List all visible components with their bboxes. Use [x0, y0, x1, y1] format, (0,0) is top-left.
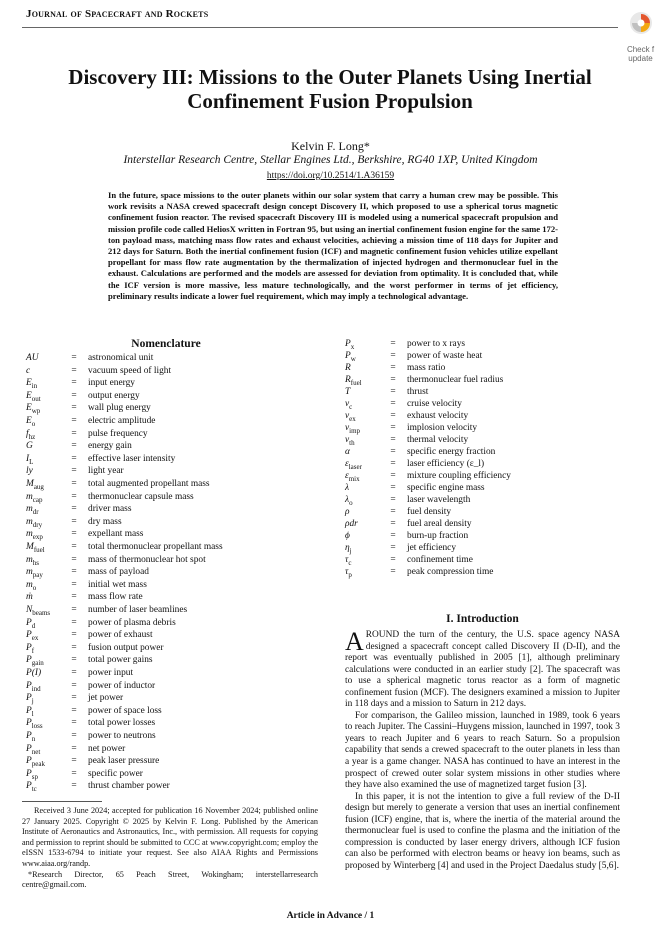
nomenclature-symbol: $v_c$ — [345, 399, 353, 411]
nomenclature-definition: total power losses — [88, 718, 156, 729]
nomenclature-definition: specific energy fraction — [407, 447, 496, 457]
paper-title: Discovery III: Missions to the Outer Planets Using Inertial Confinement Fusion Propulsion — [68, 65, 592, 113]
nomenclature-heading: Nomenclature — [131, 338, 201, 350]
nomenclature-symbol: $m_{dr}$ — [26, 504, 39, 517]
nomenclature-definition: peak compression time — [407, 567, 494, 577]
equals-sign: = — [390, 459, 396, 469]
nomenclature-definition: effective laser intensity — [88, 453, 176, 464]
nomenclature-definition: total thermonuclear propellant mass — [88, 542, 223, 552]
equals-sign: = — [71, 756, 77, 767]
nomenclature-symbol: $m_o$ — [26, 579, 37, 592]
nomenclature-symbol: ly — [26, 466, 33, 477]
nomenclature-symbol: $N_{beams}$ — [26, 605, 51, 617]
nomenclature-row — [26, 542, 316, 553]
nomenclature-symbol: $v_{imp}$ — [345, 423, 361, 435]
nomenclature-definition: laser wavelength — [407, 495, 471, 505]
nomenclature-definition: electric amplitude — [88, 416, 156, 426]
nomenclature-row — [26, 769, 316, 780]
equals-sign: = — [71, 542, 77, 552]
equals-sign: = — [390, 339, 396, 349]
nomenclature-symbol: $\eta_j$ — [345, 543, 352, 555]
nomenclature-symbol: $E_{wp}$ — [26, 403, 41, 416]
nomenclature-symbol: $P_f$ — [26, 642, 35, 655]
nomenclature-definition: power of exhaust — [88, 630, 153, 641]
equals-sign: = — [71, 693, 77, 704]
nomenclature-definition: jet efficiency — [407, 543, 457, 553]
nomenclature-definition: mass flow rate — [88, 592, 143, 603]
doi-text[interactable]: https://doi.org/10.2514/1.A36159 — [266, 171, 395, 181]
badge-label-2: update — [628, 54, 653, 63]
nomenclature-symbol: λ — [345, 483, 350, 493]
equals-sign: = — [71, 365, 77, 376]
nomenclature-row — [26, 504, 316, 515]
nomenclature-definition: thermonuclear capsule mass — [88, 491, 194, 502]
equals-sign: = — [71, 453, 77, 464]
nomenclature-definition: mass of thermonuclear hot spot — [88, 554, 206, 565]
nomenclature-row — [26, 706, 316, 717]
nomenclature-symbol: P(I) — [26, 668, 42, 678]
nomenclature-row — [26, 630, 316, 641]
drop-cap: A — [345, 627, 364, 656]
nomenclature-definition: net power — [88, 743, 126, 754]
nomenclature-symbol: G — [26, 441, 33, 452]
nomenclature-symbol: $R_{fuel}$ — [345, 375, 362, 387]
doi-link[interactable] — [0, 171, 661, 181]
nomenclature-row — [26, 378, 316, 389]
equals-sign: = — [71, 668, 77, 678]
equals-sign: = — [71, 567, 77, 578]
nomenclature-row — [26, 366, 316, 377]
nomenclature-row — [26, 403, 316, 414]
equals-sign: = — [71, 378, 77, 389]
nomenclature-symbol: α — [345, 447, 350, 457]
nomenclature-row — [26, 555, 316, 566]
nomenclature-symbol: $M_{fuel}$ — [26, 542, 45, 554]
nomenclature-row — [345, 447, 625, 458]
author-note: *Research Director, 65 Peach Street, Wokingham; interstellarresearch centre@gmail.com. — [22, 869, 318, 890]
nomenclature-definition: input energy — [88, 378, 135, 389]
nomenclature-definition: peak laser pressure — [88, 756, 160, 767]
nomenclature-row — [345, 555, 625, 566]
nomenclature-row — [345, 423, 625, 434]
nomenclature-symbol: $P_{peak}$ — [26, 756, 45, 769]
nomenclature-row — [345, 375, 625, 386]
section-heading-introduction: I. Introduction — [446, 613, 519, 625]
nomenclature-row — [26, 441, 316, 452]
nomenclature-definition: laser efficiency (ε_l) — [407, 459, 485, 469]
nomenclature-definition: mixture coupling efficiency — [407, 471, 511, 481]
nomenclature-row — [345, 399, 625, 410]
nomenclature-symbol: c — [26, 365, 31, 376]
nomenclature-definition: expellant mass — [88, 529, 144, 540]
nomenclature-definition: energy gain — [88, 441, 132, 452]
intro-paragraph-3: In this paper, it is not the intention to give a full review of the D-II design but merely to generate a version that uses an inertial confinement fusion (ICF) engine, that is, where the inertia of the material around the thermonuclear fuel is used to confine the plasma and the initiation of the compression is conducted by laser energy drivers, although ICF fusion can also be performed with electron beams or heavy ion beams, such as proposed by Winterberg [4] and used in the Project Daedalus study [5,6]. — [345, 791, 620, 871]
nomenclature-row — [26, 353, 316, 364]
nomenclature-symbol: $v_{th}$ — [345, 435, 355, 447]
author-affiliation: Interstellar Research Centre, Stellar Engines Ltd., Berkshire, RG40 1XP, United Kingdom — [123, 154, 538, 166]
nomenclature-symbol: $P_x$ — [345, 339, 355, 351]
nomenclature-definition: light year — [88, 466, 124, 477]
nomenclature-row — [26, 756, 316, 767]
nomenclature-row — [26, 781, 316, 792]
nomenclature-definition: power of space loss — [88, 705, 162, 716]
nomenclature-row — [26, 618, 316, 629]
nomenclature-symbol: $P_{ind}$ — [26, 680, 41, 693]
nomenclature-definition: exhaust velocity — [407, 411, 469, 421]
equals-sign: = — [71, 655, 77, 666]
nomenclature-row — [26, 681, 316, 692]
nomenclature-row — [345, 351, 625, 362]
nomenclature-symbol: $\varepsilon_{laser}$ — [345, 459, 362, 471]
nomenclature-row — [26, 517, 316, 528]
nomenclature-symbol: $I_L$ — [26, 453, 34, 466]
nomenclature-symbol: $E_{in}$ — [26, 378, 38, 391]
nomenclature-definition: pulse frequency — [88, 428, 148, 439]
equals-sign: = — [71, 768, 77, 779]
nomenclature-symbol: ϕ — [345, 531, 350, 541]
intro-paragraph-2: For comparison, the Galileo mission, launched in 1989, took 6 years to reach Jupiter. The Cassini–Huygens mission, launched in 1997, took 3 years to reach Jupiter and 6 years to reach Saturn. So a propulsion capability that sends a crewed spacecraft to the outer planets in less than a year is a game changer. NASA has continued to have an interest in the prospect of crewed outer solar system missions in other studies where they have also examined the use of magnetized target fusion [3]. — [345, 710, 620, 791]
nomenclature-definition: power to neutrons — [88, 731, 156, 741]
nomenclature-definition: mass ratio — [407, 363, 446, 373]
nomenclature-symbol: $m_{cap}$ — [26, 491, 43, 504]
equals-sign: = — [390, 411, 396, 421]
nomenclature-symbol: $\tau_p$ — [345, 567, 352, 579]
nomenclature-row — [26, 391, 316, 402]
nomenclature-symbol: $M_{aug}$ — [26, 479, 44, 491]
nomenclature-row — [26, 718, 316, 729]
equals-sign: = — [390, 555, 396, 565]
equals-sign: = — [390, 363, 396, 373]
nomenclature-definition: fuel areal density — [407, 519, 472, 529]
equals-sign: = — [71, 731, 77, 741]
nomenclature-symbol: $\varepsilon_{mix}$ — [345, 471, 360, 483]
equals-sign: = — [390, 507, 396, 517]
equals-sign: = — [390, 399, 396, 409]
equals-sign: = — [390, 495, 396, 505]
nomenclature-definition: astronomical unit — [88, 353, 154, 363]
nomenclature-row — [345, 531, 625, 542]
nomenclature-symbol: AU — [26, 353, 39, 363]
nomenclature-row — [345, 483, 625, 494]
nomenclature-symbol: T — [345, 387, 351, 397]
equals-sign: = — [71, 390, 77, 401]
nomenclature-symbol: $E_{out}$ — [26, 390, 41, 403]
badge-label-1: Check f — [626, 45, 655, 54]
footnote-rule — [22, 801, 102, 802]
nomenclature-symbol: $E_o$ — [26, 416, 36, 428]
nomenclature-row — [345, 543, 625, 554]
equals-sign: = — [390, 543, 396, 553]
nomenclature-definition: mass of payload — [88, 567, 149, 578]
equals-sign: = — [390, 435, 396, 445]
nomenclature-row — [345, 363, 625, 374]
nomenclature-row — [26, 416, 316, 427]
nomenclature-symbol: $P_d$ — [26, 617, 36, 630]
nomenclature-row — [345, 471, 625, 482]
equals-sign: = — [71, 416, 77, 426]
nomenclature-symbol: ρdr — [345, 519, 358, 529]
equals-sign: = — [390, 375, 396, 385]
nomenclature-definition: wall plug energy — [88, 403, 151, 414]
nomenclature-row — [345, 567, 625, 578]
nomenclature-definition: thermonuclear fuel radius — [407, 375, 504, 385]
intro-first-word: ROUND — [365, 630, 400, 640]
equals-sign: = — [390, 519, 396, 529]
author-name[interactable]: Kelvin F. Long* — [291, 139, 370, 153]
nomenclature-symbol: $P_{ex}$ — [26, 630, 39, 643]
equals-sign: = — [71, 630, 77, 641]
equals-sign: = — [71, 403, 77, 414]
equals-sign: = — [71, 605, 77, 615]
nomenclature-symbol: $P_{loss}$ — [26, 718, 43, 731]
equals-sign: = — [71, 718, 77, 729]
equals-sign: = — [71, 592, 77, 603]
nomenclature-symbol: $v_{ex}$ — [345, 411, 356, 423]
check-for-updates-badge[interactable] — [620, 10, 661, 68]
equals-sign: = — [71, 617, 77, 628]
equals-sign: = — [390, 447, 396, 457]
nomenclature-definition: power to x rays — [407, 339, 466, 349]
equals-sign: = — [71, 479, 77, 489]
nomenclature-row — [345, 459, 625, 470]
equals-sign: = — [390, 567, 396, 577]
nomenclature-row — [26, 466, 316, 477]
nomenclature-row — [26, 479, 316, 490]
nomenclature-symbol: R — [345, 363, 351, 373]
nomenclature-row — [26, 643, 316, 654]
nomenclature-definition: total augmented propellant mass — [88, 479, 210, 489]
nomenclature-row — [26, 492, 316, 503]
nomenclature-symbol: $P_{net}$ — [26, 743, 41, 756]
equals-sign: = — [71, 579, 77, 590]
equals-sign: = — [71, 642, 77, 653]
nomenclature-symbol: $m_{exp}$ — [26, 529, 43, 542]
nomenclature-row — [345, 507, 625, 518]
equals-sign: = — [71, 466, 77, 477]
journal-name: Journal of Spacecraft and Rockets — [26, 8, 209, 20]
abstract: In the future, space missions to the outer planets within our solar system that carry a human crew may be possible. This work revisits a NASA crewed spacecraft design concept Discovery II, which proposed to use a spherical torus magnetic confinement fusion reactor. The revised spacecraft Discovery III is modeled using a numerical spacecraft propulsion and mission profile code called HeliosX written in Fortran 95, but using an inertial confinement fusion engine for the same 172-ton payload mass, matching mass flow rates and exhaust velocities, achieving a mission time of 118 days for Jupiter and 212 days for Saturn. Both the inertial confinement fusion (ICF) and magnetic confinement fusion vehicles utilize expellant propellant for mass flow rate augmentation by the thermalization of injected hydrogen and thermonuclear fuel in the exhaust. Calculations are performed and the models are assessed for deviation from optimality. It is concluded that, while the ICF version is more massive, less mature technologically, and the worst performer in terms of jet efficiency, preliminary results indicate a lower fuel requirement, which may imply a technological advantage. — [108, 190, 558, 301]
nomenclature-definition: power of plasma debris — [88, 617, 176, 628]
nomenclature-symbol: $P_w$ — [345, 351, 356, 363]
nomenclature-definition: initial wet mass — [88, 579, 147, 590]
nomenclature-row — [345, 339, 625, 350]
equals-sign: = — [390, 483, 396, 493]
nomenclature-definition: specific power — [88, 768, 143, 779]
nomenclature-list-left — [26, 353, 316, 793]
equals-sign: = — [71, 743, 77, 754]
equals-sign: = — [390, 423, 396, 433]
nomenclature-row — [26, 731, 316, 742]
nomenclature-row — [26, 744, 316, 755]
nomenclature-symbol: $P_{tc}$ — [26, 781, 37, 794]
nomenclature-symbol: $P_l$ — [26, 705, 34, 718]
nomenclature-symbol: $P_n$ — [26, 731, 36, 743]
equals-sign: = — [71, 529, 77, 540]
equals-sign: = — [71, 554, 77, 565]
intro-p1-text: the turn of the century, the U.S. space agency NASA designed a spacecraft concept called Discovery II (D-II), and the report was eventually published in 2005 [1], although preliminary calculations were conducted in an earlier study [2]. The spacecraft was to use a spherical magnetic torus reactor as a form of magnetic confinement fusion (MCF). The designers examined a mission to Jupiter in 118 days and a mission to Saturn in 212 days. — [345, 630, 620, 710]
nomenclature-symbol: $\tau_c$ — [345, 555, 352, 567]
nomenclature-symbol: $\lambda_o$ — [345, 495, 353, 507]
equals-sign: = — [71, 680, 77, 691]
nomenclature-row — [26, 592, 316, 603]
equals-sign: = — [71, 353, 77, 363]
nomenclature-symbol: $m_{pay}$ — [26, 567, 43, 580]
header-rule — [22, 27, 618, 28]
nomenclature-row — [26, 429, 316, 440]
nomenclature-symbol: $m_{dry}$ — [26, 516, 43, 529]
nomenclature-definition: number of laser beamlines — [88, 605, 188, 615]
nomenclature-symbol: $P_j$ — [26, 693, 34, 706]
nomenclature-definition: power input — [88, 668, 134, 678]
nomenclature-definition: jet power — [88, 693, 124, 704]
nomenclature-definition: power of waste heat — [407, 351, 483, 361]
nomenclature-definition: burn-up fraction — [407, 531, 469, 541]
footnote — [22, 806, 318, 891]
nomenclature-symbol: ρ — [345, 507, 350, 517]
nomenclature-row — [26, 605, 316, 616]
nomenclature-definition: thermal velocity — [407, 435, 469, 445]
nomenclature-definition: driver mass — [88, 504, 132, 515]
nomenclature-definition: output energy — [88, 390, 140, 401]
nomenclature-definition: fusion output power — [88, 642, 164, 653]
nomenclature-definition: power of inductor — [88, 680, 156, 691]
equals-sign: = — [71, 516, 77, 527]
nomenclature-definition: thrust chamber power — [88, 781, 170, 792]
nomenclature-row — [26, 668, 316, 679]
nomenclature-row — [26, 567, 316, 578]
equals-sign: = — [71, 504, 77, 515]
nomenclature-definition: vacuum speed of light — [88, 365, 172, 376]
nomenclature-symbol: $P_{gain}$ — [26, 655, 44, 668]
equals-sign: = — [390, 351, 396, 361]
nomenclature-row — [26, 454, 316, 465]
introduction-text — [345, 627, 620, 872]
check-for-updates-icon — [628, 10, 654, 36]
page-footer: Article in Advance / 1 — [286, 911, 375, 921]
nomenclature-row — [26, 580, 316, 591]
equals-sign: = — [390, 387, 396, 397]
nomenclature-row — [26, 655, 316, 666]
equals-sign: = — [71, 441, 77, 452]
received-note: Received 3 June 2024; accepted for publication 16 November 2024; published online 27 January 2025. Copyright © 2025 by Kelvin F. Long. Published by the American Institute of Aeronautics and Astronautics, Inc., with permission. All requests for copying and permission to reprint should be submitted to CCC at www.copyright.com; employ the eISSN 1533-6794 to initiate your request. See also AIAA Rights and Permissions www.aiaa.org/randp. — [22, 806, 318, 868]
nomenclature-row — [26, 693, 316, 704]
nomenclature-definition: fuel density — [407, 507, 452, 517]
nomenclature-row — [26, 529, 316, 540]
equals-sign: = — [390, 471, 396, 481]
equals-sign: = — [71, 781, 77, 792]
nomenclature-definition: implosion velocity — [407, 423, 478, 433]
equals-sign: = — [390, 531, 396, 541]
nomenclature-symbol: ṁ — [26, 592, 33, 603]
intro-paragraph-1 — [345, 627, 620, 711]
nomenclature-row — [345, 387, 625, 398]
equals-sign: = — [71, 491, 77, 502]
nomenclature-symbol: $f_{hz}$ — [26, 428, 36, 441]
nomenclature-definition: specific engine mass — [407, 483, 485, 493]
nomenclature-row — [345, 435, 625, 446]
nomenclature-symbol: $m_{hs}$ — [26, 554, 40, 567]
equals-sign: = — [71, 705, 77, 716]
nomenclature-row — [345, 519, 625, 530]
nomenclature-definition: total power gains — [88, 655, 153, 666]
nomenclature-definition: cruise velocity — [407, 399, 462, 409]
equals-sign: = — [71, 428, 77, 439]
nomenclature-list-right — [345, 339, 625, 589]
nomenclature-definition: thrust — [407, 387, 429, 397]
nomenclature-definition: dry mass — [88, 516, 122, 527]
nomenclature-definition: confinement time — [407, 555, 473, 565]
nomenclature-symbol: $P_{sp}$ — [26, 768, 38, 781]
nomenclature-row — [345, 495, 625, 506]
nomenclature-row — [345, 411, 625, 422]
